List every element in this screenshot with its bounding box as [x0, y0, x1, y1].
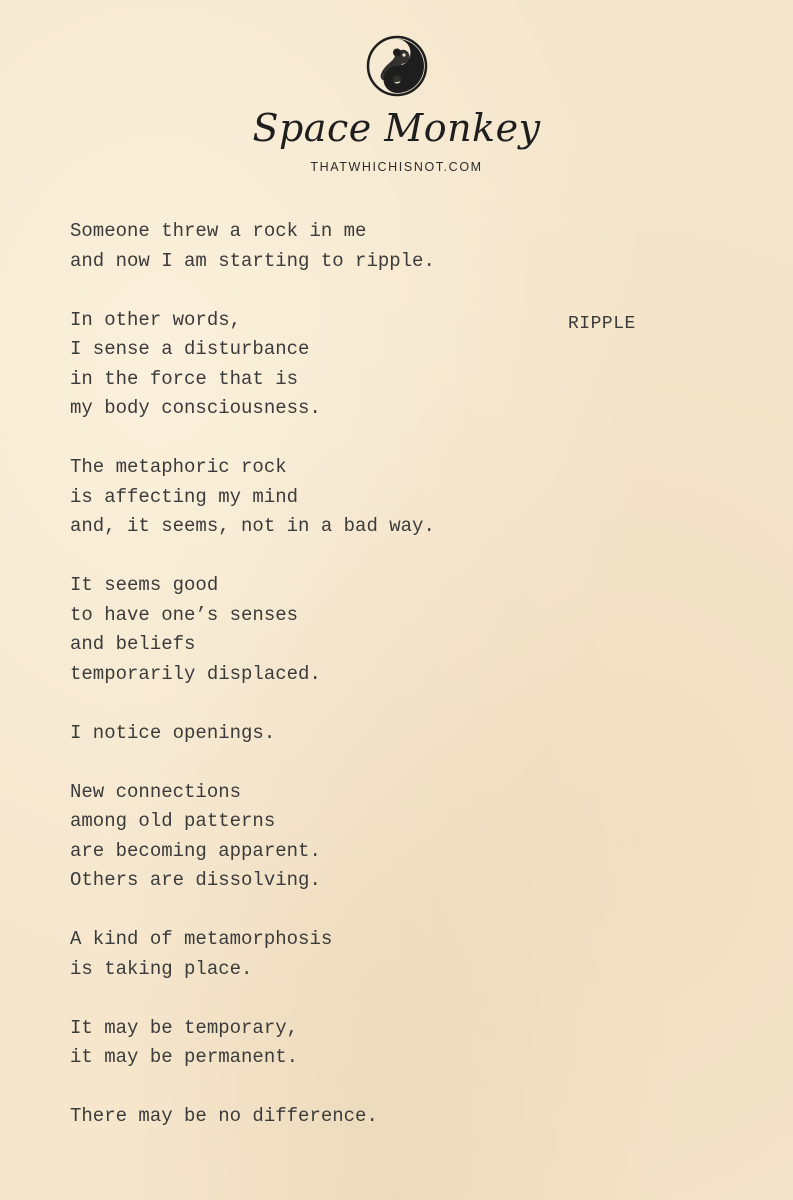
- stanza: [70, 1014, 550, 1073]
- poem-line: my body consciousness.: [70, 397, 321, 419]
- poem-line: and now I am starting to ripple.: [70, 249, 435, 272]
- poem-line: is taking place.: [70, 957, 253, 980]
- stanza: [70, 306, 550, 424]
- poem-line: among old patterns: [70, 810, 276, 832]
- poem-line: it may be permanent.: [70, 1046, 299, 1068]
- poem-line: are becoming apparent.: [70, 839, 321, 862]
- poem-line: I notice openings.: [70, 721, 276, 744]
- poem-body: [70, 217, 550, 1161]
- poem-line: Someone threw a rock in me: [70, 220, 367, 242]
- poem-line: There may be no difference.: [70, 1105, 378, 1127]
- stanza: [70, 217, 550, 276]
- poem-line: I sense a disturbance: [70, 338, 310, 360]
- poem-line: in the force that is: [70, 367, 299, 390]
- stanza: [70, 925, 550, 984]
- poem-line: and, it seems, not in a bad way.: [70, 515, 435, 537]
- site-url: THATWHICHISNOT.COM: [310, 160, 483, 174]
- poem-line: Others are dissolving.: [70, 869, 321, 891]
- stanza: [70, 778, 550, 896]
- poem-line: temporarily displaced.: [70, 662, 321, 685]
- poem-line: and beliefs: [70, 633, 196, 655]
- site-header: [0, 34, 793, 174]
- poem-line: is affecting my mind: [70, 485, 299, 508]
- stanza: [70, 719, 550, 749]
- stanza: [70, 571, 550, 689]
- poem-line: The metaphoric rock: [70, 456, 287, 478]
- poem-title: RIPPLE: [568, 314, 636, 334]
- stanza: [70, 453, 550, 542]
- poem-line: It seems good: [70, 574, 219, 596]
- brand-wordmark: Space Monkey: [252, 106, 541, 150]
- poem-line: to have one’s senses: [70, 603, 299, 626]
- poem-line: A kind of metamorphosis: [70, 928, 333, 950]
- poem-line: New connections: [70, 780, 242, 803]
- poem-line: It may be temporary,: [70, 1016, 299, 1039]
- poem-line: In other words,: [70, 308, 242, 331]
- space-monkey-yin-yang-icon: [365, 34, 429, 98]
- stanza: [70, 1102, 550, 1132]
